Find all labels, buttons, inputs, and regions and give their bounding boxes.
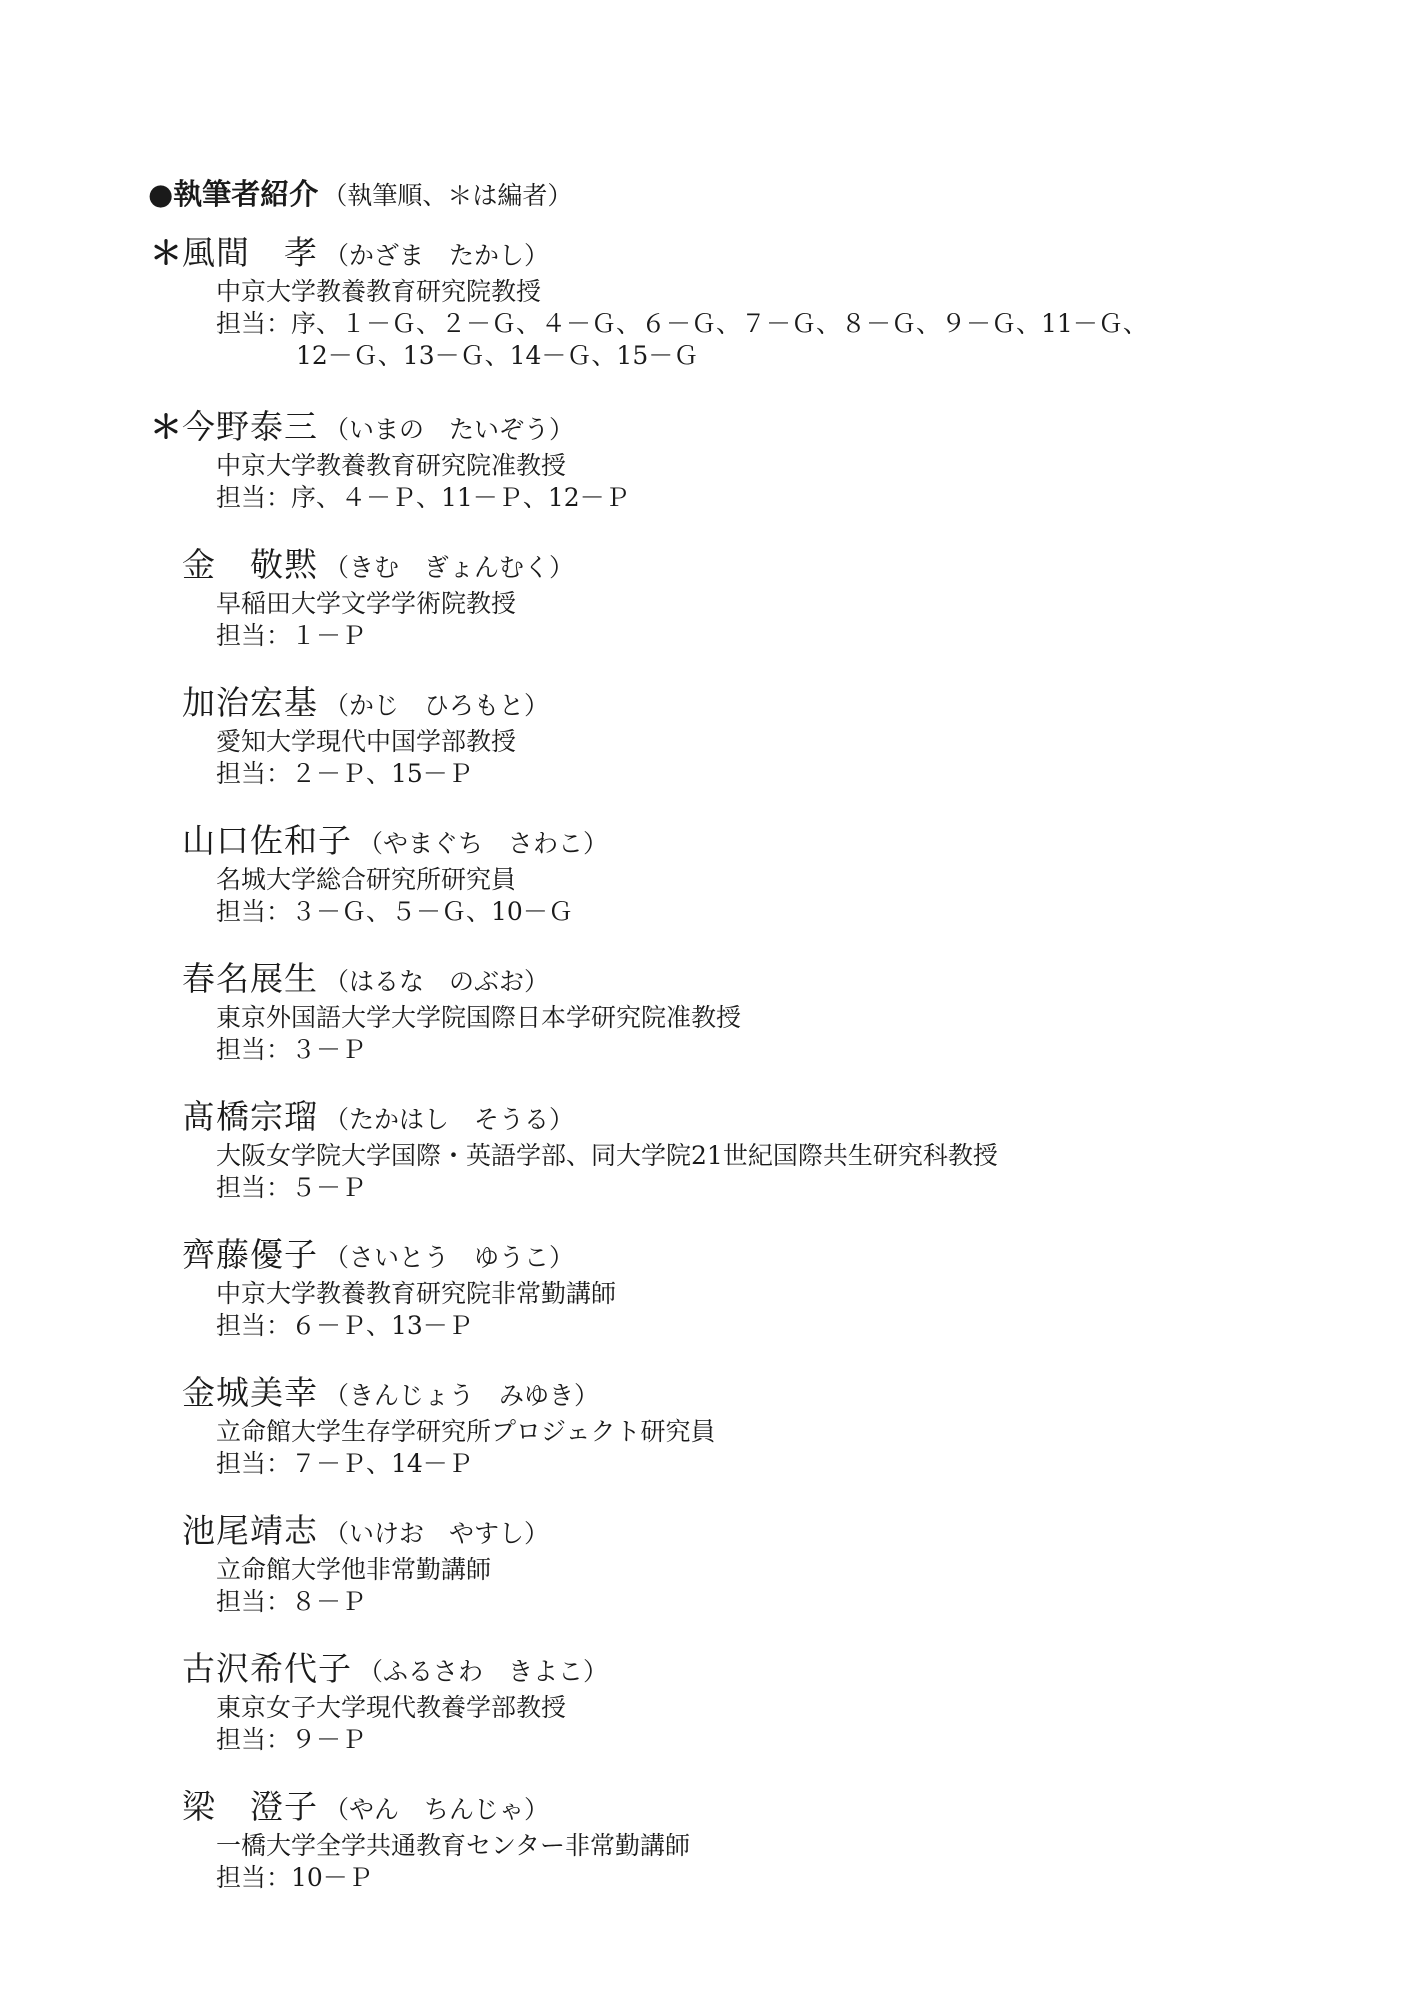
contributor-assignment: 担当：３－Ｇ、５－Ｇ、10－Ｇ <box>216 897 573 926</box>
section-heading <box>148 174 572 216</box>
contributor-name: 古沢希代子 <box>182 1649 352 1688</box>
contributor-entry <box>148 1232 1348 1342</box>
contributor-entry <box>148 542 1348 652</box>
contributor-reading: （ふるさわ きよこ） <box>358 1657 609 1686</box>
contributor-entry <box>148 1094 1348 1204</box>
contributor-name-line <box>148 956 1348 1002</box>
contributor-affiliation: 中京大学教養教育研究院教授 <box>216 277 542 306</box>
contributor-assignment: 担当：序、４－Ｐ、11－Ｐ、12－Ｐ <box>216 483 630 512</box>
contributor-reading: （かじ ひろもと） <box>324 691 550 720</box>
contributor-name: 今野泰三 <box>182 407 318 446</box>
contributor-name-line <box>148 542 1348 588</box>
contributor-name: 春名展生 <box>182 959 318 998</box>
contributor-name-line <box>148 818 1348 864</box>
editor-mark: ＊ <box>150 234 183 272</box>
contributor-name: 齊藤優子 <box>182 1235 318 1274</box>
contributor-entry <box>148 956 1348 1066</box>
contributor-assignment: 担当：10－Ｐ <box>216 1863 373 1892</box>
contributor-reading: （きむ ぎょんむく） <box>324 553 575 582</box>
contributor-assignment: 担当：２－Ｐ、15－Ｐ <box>216 759 473 788</box>
contributor-name-line <box>148 1232 1348 1278</box>
contributor-name: 金城美幸 <box>182 1373 318 1412</box>
contributor-entry <box>148 230 1348 372</box>
contributor-affiliation: 大阪女学院大学国際・英語学部、同大学院21世紀国際共生研究科教授 <box>216 1141 998 1170</box>
contributor-name-line <box>148 1370 1348 1416</box>
contributor-name-line <box>148 230 1348 276</box>
contributor-entry <box>148 1646 1348 1756</box>
editor-mark: ＊ <box>150 408 183 446</box>
contributor-affiliation: 中京大学教養教育研究院非常勤講師 <box>216 1279 617 1308</box>
contributor-assignment: 担当：６－Ｐ、13－Ｐ <box>216 1311 473 1340</box>
contributor-name: 山口佐和子 <box>182 821 352 860</box>
contributor-assignment: 担当：３－Ｐ <box>216 1035 367 1064</box>
contributor-reading: （きんじょう みゆき） <box>324 1381 600 1410</box>
contributor-entry <box>148 1508 1348 1618</box>
contributor-entry <box>148 1784 1348 1894</box>
contributor-assignment: 担当：１－Ｐ <box>216 621 367 650</box>
contributor-entry <box>148 818 1348 928</box>
contributor-affiliation: 一橋大学全学共通教育センター非常勤講師 <box>216 1831 691 1860</box>
contributor-affiliation: 東京外国語大学大学院国際日本学研究院准教授 <box>216 1003 742 1032</box>
contributor-reading: （たかはし そうる） <box>324 1105 575 1134</box>
contributor-affiliation: 名城大学総合研究所研究員 <box>216 865 517 894</box>
contributor-name-line <box>148 1508 1348 1554</box>
contributor-name-line <box>148 680 1348 726</box>
heading-title: ●執筆者紹介 <box>148 177 319 211</box>
contributor-affiliation: 中京大学教養教育研究院准教授 <box>216 451 567 480</box>
contributor-affiliation: 立命館大学生存学研究所プロジェクト研究員 <box>216 1417 716 1446</box>
contributor-assignment-continued: 12－Ｇ、13－Ｇ、14－Ｇ、15－Ｇ <box>296 341 699 370</box>
contributor-assignment: 担当：序、１－Ｇ、２－Ｇ、４－Ｇ、６－Ｇ、７－Ｇ、８－Ｇ、９－Ｇ、11－Ｇ、 <box>216 309 1148 338</box>
contributor-name-line <box>148 1094 1348 1140</box>
contributor-reading: （はるな のぶお） <box>324 967 550 996</box>
contributor-reading: （さいとう ゆうこ） <box>324 1243 575 1272</box>
contributor-entry <box>148 1370 1348 1480</box>
contributor-reading: （いまの たいぞう） <box>324 415 575 444</box>
contributor-entry <box>148 404 1348 514</box>
contributor-name: 風間 孝 <box>182 233 318 272</box>
contributor-list <box>148 230 1348 1922</box>
contributor-name: 髙橋宗瑠 <box>182 1097 318 1136</box>
contributor-name: 加治宏基 <box>182 683 318 722</box>
contributor-affiliation: 愛知大学現代中国学部教授 <box>216 727 517 756</box>
contributor-affiliation: 立命館大学他非常勤講師 <box>216 1555 492 1584</box>
contributor-entry <box>148 680 1348 790</box>
contributor-name: 池尾靖志 <box>182 1511 318 1550</box>
contributor-assignment: 担当：７－Ｐ、14－Ｐ <box>216 1449 473 1478</box>
contributor-reading: （いけお やすし） <box>324 1519 550 1548</box>
contributor-affiliation: 東京女子大学現代教養学部教授 <box>216 1693 567 1722</box>
contributor-reading: （やん ちんじゃ） <box>324 1795 550 1824</box>
contributor-name-line <box>148 1784 1348 1830</box>
heading-note: （執筆順、＊は編者） <box>322 181 573 210</box>
contributor-assignment: 担当：８－Ｐ <box>216 1587 367 1616</box>
contributor-affiliation: 早稲田大学文学学術院教授 <box>216 589 517 618</box>
contributor-name: 金 敬黙 <box>182 545 318 584</box>
contributor-name-line <box>148 404 1348 450</box>
contributor-name-line <box>148 1646 1348 1692</box>
contributor-assignment: 担当：９－Ｐ <box>216 1725 367 1754</box>
contributor-reading: （やまぐち さわこ） <box>358 829 609 858</box>
contributor-reading: （かざま たかし） <box>324 241 550 270</box>
contributor-assignment: 担当：５－Ｐ <box>216 1173 367 1202</box>
contributor-name: 梁 澄子 <box>182 1787 318 1826</box>
